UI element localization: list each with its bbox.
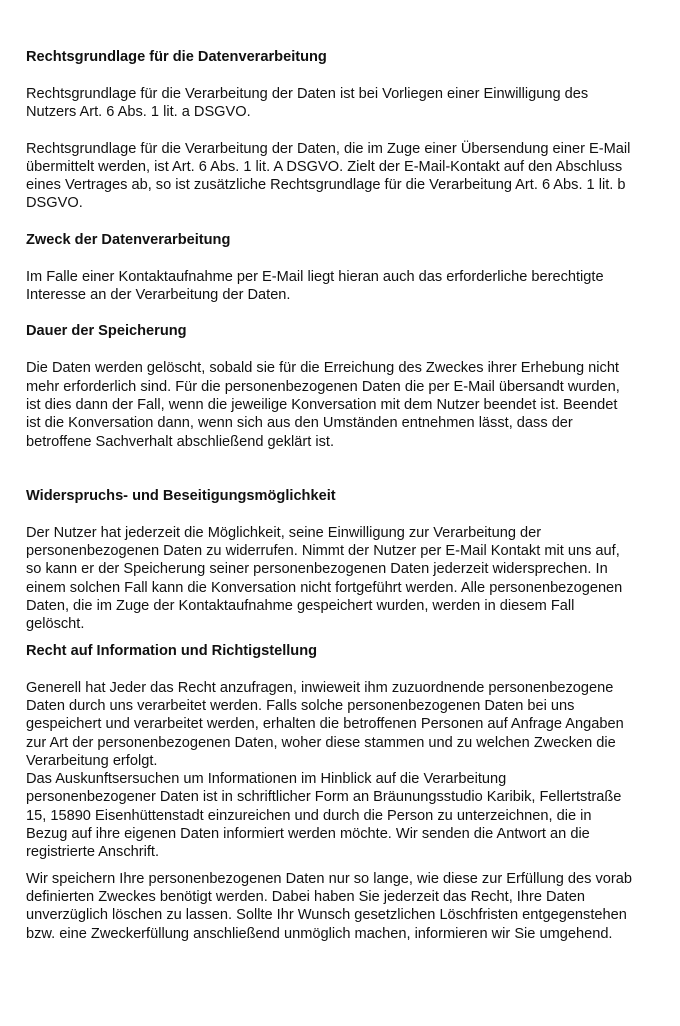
section-heading: Recht auf Information und Richtigstellung bbox=[26, 642, 318, 659]
paragraph: Der Nutzer hat jederzeit die Möglichkeit, seine Einwilligung zur Verarbeitung der personenbezogenen Daten zu widerrufen. Nimmt der Nutzer per E-Mail Kontakt mit uns auf, so kann er der Speicherung seiner personenbezogenen Daten jederzeit widersprechen. In einem solchen Fall kann die Konversation nicht fortgeführt werden. Alle personenbezogenen Daten, die im Zuge der Kontaktaufnahme gespeichert wurden, werden in diesem Fall gelöscht. bbox=[26, 524, 623, 633]
paragraph: Das Auskunftsersuchen um Informationen im Hinblick auf die Verarbeitung personenbezogener Daten ist in schriftlicher Form an Bräunungsstudio Karibik, Fellertstraße 15, 15890 Eisenhüttenstadt einzureichen und durch die Person zu unterzeichnen, die in Bezug auf ihre eigenen Daten informiert werden möchte. Wir senden die Antwort an die registrierte Anschrift. bbox=[26, 771, 622, 861]
section-heading: Zweck der Datenverarbeitung bbox=[26, 231, 231, 248]
paragraph: Rechtsgrundlage für die Verarbeitung der Daten ist bei Vorliegen einer Einwilligung des Nutzers Art. 6 Abs. 1 lit. a DSGVO. bbox=[26, 86, 589, 121]
paragraph: Im Falle einer Kontaktaufnahme per E-Mail liegt hieran auch das erforderliche berechtigte Interesse an der Verarbeitung der Daten. bbox=[26, 268, 604, 304]
section-heading: Dauer der Speicherung bbox=[26, 323, 187, 340]
paragraph: Generell hat Jeder das Recht anzufragen, inwieweit ihm zuzuordnende personenbezogene Daten durch uns verarbeitet werden. Falls solche personenbezogenen Daten bei uns gespeichert und verarbeitet werden, erhalten die betroffenen Personen auf Anfrage Angaben zur Art der personenbezogenen Daten, woher diese stammen und zu welchen Zwecken die Verarbeitung erfolgt. bbox=[26, 679, 624, 769]
paragraph: Rechtsgrundlage für die Verarbeitung der Daten, die im Zuge einer Übersendung einer E-Mail übermittelt werden, ist Art. 6 Abs. 1 lit. A DSGVO. Zielt der E-Mail-Kontakt auf den Abschluss eines Vertrages ab, so ist zusätzliche Rechtsgrundlage für die Verarbeitung Art. 6 Abs. 1 lit. b DSGVO. bbox=[26, 140, 631, 212]
paragraph: Wir speichern Ihre personenbezogenen Daten nur so lange, wie diese zur Erfüllung des vorab definierten Zweckes benötigt werden. Dabei haben Sie jederzeit das Recht, Ihre Daten unverzüglich löschen zu lassen. Sollte Ihr Wunsch gesetzlichen Löschfristen entgegenstehen bzw. eine Zweckerfüllung anschließend unmöglich machen, informieren wir Sie umgehend. bbox=[26, 870, 632, 942]
document-body bbox=[26, 48, 636, 943]
section-heading: Rechtsgrundlage für die Datenverarbeitung bbox=[26, 49, 327, 65]
section-heading: Widerspruchs- und Beseitigungsmöglichkeit bbox=[26, 487, 336, 504]
paragraph: Die Daten werden gelöscht, sobald sie für die Erreichung des Zweckes ihrer Erhebung nicht mehr erforderlich sind. Für die personenbezogenen Daten die per E-Mail übersandt wurden, ist dies dann der Fall, wenn die jeweilige Konversation mit dem Nutzer beendet ist. Beendet ist die Konversation dann, wenn sich aus den Umständen entnehmen lässt, dass der betroffene Sachverhalt abschließend geklärt ist. bbox=[26, 360, 620, 450]
